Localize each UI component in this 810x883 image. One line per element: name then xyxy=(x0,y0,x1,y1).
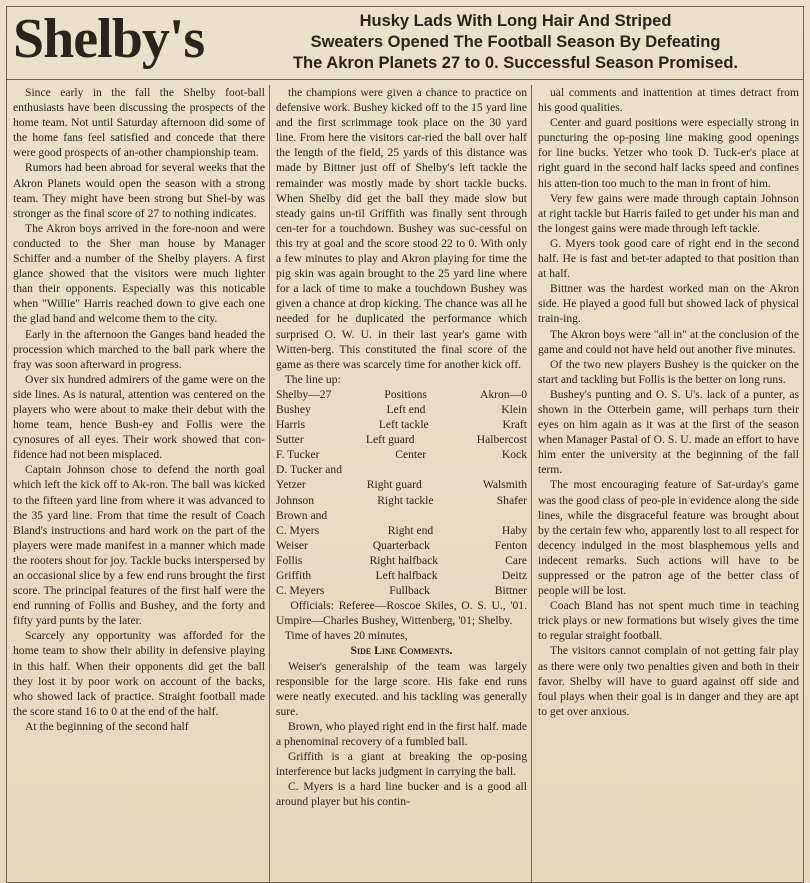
player-right: Halbercost xyxy=(476,433,527,447)
player-left: Sutter xyxy=(276,433,304,447)
player-right: Kock xyxy=(501,448,527,462)
paragraph: The Akron boys were "all in" at the conclusion of the game and could not have held out another five minutes. xyxy=(538,327,799,356)
player-left: F. Tucker xyxy=(276,448,320,462)
player-right: Bittner xyxy=(494,584,527,598)
position: Left halfback xyxy=(375,569,438,582)
lineup-row xyxy=(276,387,527,402)
player-left: Bushey xyxy=(276,402,311,416)
player-right: Klein xyxy=(501,402,527,416)
paragraph: Center and guard positions were especially strong in puncturing the op-posing line making good openings for line bucks. Yetzer who took D. Tuck-er's place at right guard in the second half lacks speed and confines his atten-tion too much to the man in front of him. xyxy=(538,116,799,190)
lineup-row xyxy=(276,477,527,492)
paragraph: Bushey's punting and O. S. U's. lack of a punter, as shown in the Otterbein game, will perhaps turn their eyes on him again as it was at the first of the season when Manager Pastal of O. S. U. made an effort to have him enter the university at the beginning of the fall term. xyxy=(538,387,799,477)
lineup-row xyxy=(276,523,527,538)
paragraph: Captain Johnson chose to defend the north goal which left the kick off to Ak-ron. The ball was kicked to the fifteen yard line from where it was advanced to the 35 yard line. From that time the result of Coach Bland's instructions and hard work on the part of the players were made manifest in a manner which made the rooters shout for joy. Tackle bucks interspersed by an occasional slice by a few end runs brought the first score. The principal features of the first half were the end running of Follis and Bushey, and the forty and fifty yard punts by the later. xyxy=(13,463,265,628)
paragraph: Weiser's generalship of the team was largely responsible for the large score. His fake end runs were neatly executed. and his tackling was generally sure. xyxy=(276,659,527,718)
paragraph: Very few gains were made through captain Johnson at right tackle but Harris failed to get under his man and the longest gains were made through left tackle. xyxy=(538,191,799,235)
lineup-note: Brown and xyxy=(276,508,328,522)
player-left: C. Myers xyxy=(276,523,320,537)
position: Right tackle xyxy=(377,493,434,507)
headline-line-3: The Akron Planets 27 to 0. Successful Season Promised. xyxy=(292,54,739,72)
paragraph: The most encouraging feature of Sat-urday's game was the good class of peo-ple in evidence along the side lines, while the disgraceful feature was brought about by the certain few who, apparently lost to all respect for decency indulged in the most blasphemous yells and indecent remarks. Such actions will have to be suppressed or the patron age of the better class of people will be lost. xyxy=(538,478,799,598)
time-of-halves: Time of haves 20 minutes, xyxy=(276,629,408,643)
player-right: Care xyxy=(505,553,527,567)
position: Left tackle xyxy=(378,418,429,432)
lineup-row xyxy=(276,493,527,508)
player-left: C. Meyers xyxy=(276,584,325,598)
player-left: Follis xyxy=(276,553,303,567)
officials: Officials: Referee—Roscoe Skiles, O. S. U., '01. Umpire—Charles Bushey, Wittenberg, '01; Shelby. xyxy=(276,599,527,628)
headline xyxy=(228,7,803,74)
column-3 xyxy=(531,85,803,882)
player-right: Walsmith xyxy=(482,478,527,492)
player-right: Deitz xyxy=(501,569,527,582)
position: Positions xyxy=(384,387,427,401)
paragraph: At the beginning of the second half xyxy=(25,719,189,733)
paragraph: Bittner was the hardest worked man on the Akron side. He played a good full but showed lack of physical train-ing. xyxy=(538,282,799,326)
player-left: Griffith xyxy=(276,569,312,582)
paragraph: the champions were given a chance to practice on defensive work. Bushey kicked off to the 15 yard line and the first scrimmage took place on the 30 yard line. From here the visitors car-ried the ball over half the length of the field, 25 yards of this distance was made by Bittner just off of Shelby's left tackle the remainder was mostly made by short tackle bucks. When Shelby did get the ball they made slow but steady gains un-til Griffith was finally sent through cen-ter for a touchdown. Bushey was suc-cessful on this try at goal and the score stood 22 to 0. With only a few minutes to play and Akron playing for time the pig skin was again brought to the 25 yard line where for a lack of time to make a touchdown Bushey was given a chance at drop kicking. The chance was all he needed for he duplicated the performance which surprised O. W. U. in their last year's game with Witten-berg. This constituted the final score of the game as there was scarcely time for another kick off. xyxy=(276,86,527,371)
player-left: Yetzer xyxy=(276,478,306,492)
lineup-row xyxy=(276,432,527,447)
column-2 xyxy=(269,85,531,882)
headline-line-2: Sweaters Opened The Football Season By Defeating xyxy=(310,33,721,51)
paragraph: Early in the afternoon the Ganges band headed the procession which marched to the ball park where the fray was soon afterward in progress. xyxy=(13,327,265,371)
lineup-note: D. Tucker and xyxy=(276,463,343,477)
position: Center xyxy=(395,448,427,462)
position: Right end xyxy=(387,523,434,537)
player-right: Kraft xyxy=(502,418,527,432)
headline-line-1: Husky Lads With Long Hair And Striped xyxy=(359,12,672,30)
article-columns xyxy=(7,85,803,882)
paragraph: Since early in the fall the Shelby foot-ball enthusiasts have been discussing the prospects of the home team. Not until Saturday afternoon did some of the home fans feel satisfied and concede that there were good prospects of an-other championship team. xyxy=(13,86,265,160)
lineup-intro: The line up: xyxy=(276,372,341,386)
paragraph: Griffith is a giant at breaking the op-posing interference but lacks judgment in carrying the ball. xyxy=(276,750,527,779)
column-1 xyxy=(7,85,269,882)
lineup xyxy=(276,372,527,644)
sideline-comments-title: Side Line Comments. xyxy=(350,644,453,658)
lineup-row xyxy=(276,447,527,462)
lineup-row xyxy=(276,538,527,553)
column-2-top xyxy=(276,85,527,372)
paragraph: C. Myers is a hard line bucker and is a good all around player but his contin- xyxy=(276,780,527,809)
position: Right guard xyxy=(366,478,422,492)
position: Fullback xyxy=(389,584,430,598)
lineup-row xyxy=(276,402,527,417)
paragraph: The visitors cannot complain of not getting fair play as there were only two penalties given and both in their favor. Shelby will have to guard against off side and foul plays when their goal is in danger and they are apt to get over anxious. xyxy=(538,644,799,718)
player-left: Harris xyxy=(276,418,305,432)
position: Left guard xyxy=(365,433,415,447)
article-frame xyxy=(6,6,804,883)
player-right: Fenton xyxy=(494,538,527,552)
article-header xyxy=(7,7,803,80)
position: Quarterback xyxy=(372,538,430,552)
lineup-row xyxy=(276,553,527,568)
player-left: Weiser xyxy=(276,538,308,552)
column-2-bottom xyxy=(276,659,527,810)
lineup-row xyxy=(276,583,527,598)
player-right: Haby xyxy=(501,523,527,537)
paragraph: Rumors had been abroad for several weeks that the Akron Planets would open the season with a strong team. They might have been strong but Shel-by was stronger as the final score of 27 to nothing indicates. xyxy=(13,161,265,220)
masthead-title: Shelby's xyxy=(13,8,205,70)
paragraph: Brown, who played right end in the first half. made a phenominal recovery of a fumbled ball. xyxy=(276,719,527,749)
player-left: Johnson xyxy=(276,493,315,507)
paragraph: Coach Bland has not spent much time in teaching trick plays or new formations but wisely gives the time to regular straight football. xyxy=(538,599,799,643)
player-left: Shelby—27 xyxy=(276,387,332,401)
player-right: Shafer xyxy=(496,493,527,507)
paragraph: Of the two new players Bushey is the quicker on the start and tackling but Follis is the better on long runs. xyxy=(538,357,799,386)
paragraph: Over six hundred admirers of the game were on the side lines. As is natural, attention was centered on the players who were about to make their debut with the home team, hence Bush-ey and Follis were the cynosures of all eyes. Their work showed that con-fidence had not been misplaced. xyxy=(13,372,265,462)
paragraph: ual comments and inattention at times detract from his good qualities. xyxy=(538,86,799,115)
paragraph: Scarcely any opportunity was afforded for the home team to show their ability in defensive playing in this half. When their opponents did get the ball they lost it by poor work on account of the backs, who showed lack of practice. Straight football made the score stand 16 to 0 at the end of the half. xyxy=(13,629,265,718)
position: Right halfback xyxy=(369,553,439,567)
player-right: Akron—0 xyxy=(479,387,527,401)
lineup-row xyxy=(276,568,527,583)
lineup-row xyxy=(276,417,527,432)
paragraph: G. Myers took good care of right end in the second half. He is fast and bet-ter adapted to that position than at half. xyxy=(538,236,799,281)
position: Left end xyxy=(386,402,426,416)
paragraph: The Akron boys arrived in the fore-noon and were conducted to the Sher man house by Manager Schiffer and a number of the Shelby players. A first glance showed that the visitors were much lighter than their opponents. Especially was this noticable when "Willie" Harris reached down to give each one the glad hand and welcome them to the city. xyxy=(13,221,265,326)
